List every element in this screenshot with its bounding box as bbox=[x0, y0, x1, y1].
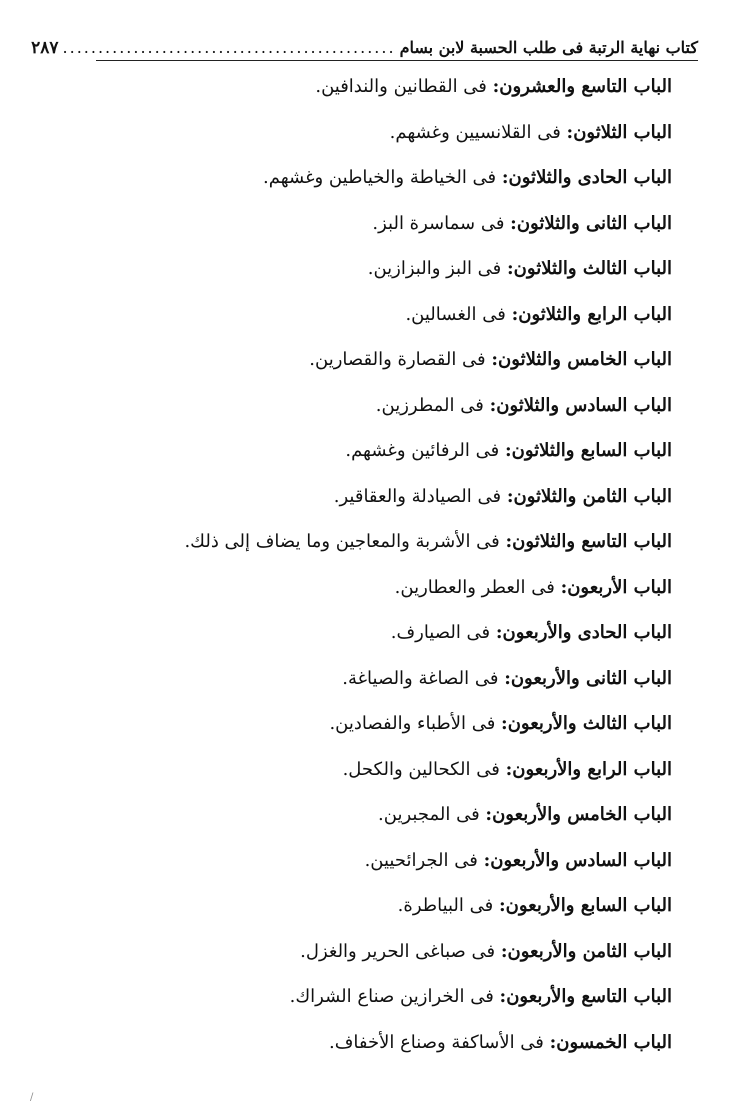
chapter-description: فى الصيادلة والعقاقير. bbox=[333, 485, 502, 507]
chapter-title: الباب السابع والأربعون: bbox=[498, 895, 672, 916]
chapter-title: الباب التاسع والعشرون: bbox=[492, 76, 672, 97]
chapter-title: الباب الثالث والثلاثون: bbox=[507, 258, 672, 279]
chapter-title: الباب الخمسون: bbox=[549, 1031, 672, 1053]
chapter-entry bbox=[72, 610, 672, 656]
chapter-title: الباب الثامن والثلاثون: bbox=[506, 485, 672, 507]
chapter-entry bbox=[72, 883, 672, 929]
chapter-entry bbox=[72, 1020, 672, 1066]
chapter-description: فى الرفائين وغشهم. bbox=[345, 440, 500, 461]
chapter-entry bbox=[72, 383, 672, 429]
chapter-title: الباب الرابع والأربعون: bbox=[505, 758, 672, 780]
chapter-title: الباب الثانى والثلاثون: bbox=[510, 212, 672, 234]
chapter-description: فى الخياطة والخياطين وغشهم. bbox=[263, 167, 497, 188]
chapter-description: فى المطرزين. bbox=[375, 394, 484, 416]
chapter-description: فى الغسالين. bbox=[405, 303, 506, 325]
chapter-title: الباب التاسع والثلاثون: bbox=[505, 531, 672, 552]
chapter-title: الباب السادس والثلاثون: bbox=[489, 394, 672, 416]
chapter-entry bbox=[72, 565, 672, 611]
chapter-title: الباب الثالث والأربعون: bbox=[501, 713, 672, 734]
chapter-entry bbox=[72, 64, 672, 110]
chapter-title: الباب الحادى والأربعون: bbox=[495, 622, 672, 643]
header-leader-dots: ............................................... bbox=[62, 38, 396, 57]
chapter-title: الباب السابع والثلاثون: bbox=[504, 440, 672, 461]
chapter-entry bbox=[72, 701, 672, 747]
chapter-title: الباب الخامس والأربعون: bbox=[485, 804, 672, 825]
chapter-description: فى القصارة والقصارين. bbox=[309, 349, 486, 370]
chapter-description: فى القلانسيين وغشهم. bbox=[389, 121, 561, 143]
chapter-entry bbox=[72, 428, 672, 474]
chapter-entry bbox=[72, 519, 672, 565]
chapter-title: الباب الثانى والأربعون: bbox=[504, 667, 672, 689]
chapter-entry bbox=[72, 246, 672, 292]
chapter-title: الباب الحادى والثلاثون: bbox=[501, 167, 672, 188]
chapter-description: فى الصيارف. bbox=[390, 622, 491, 643]
chapter-description: فى سماسرة البز. bbox=[372, 212, 505, 234]
chapter-description: فى القطانين والندافين. bbox=[315, 76, 487, 97]
chapter-entry bbox=[72, 110, 672, 156]
chapter-description: فى الجرائحيين. bbox=[364, 849, 478, 871]
running-header bbox=[31, 34, 698, 61]
chapter-entry bbox=[72, 747, 672, 793]
corner-mark: / bbox=[30, 1092, 34, 1103]
chapter-description: فى الأساكفة وصناع الأخفاف. bbox=[328, 1031, 544, 1053]
chapter-entry bbox=[72, 929, 672, 975]
chapter-description: فى العطر والعطارين. bbox=[394, 576, 555, 598]
chapter-description: فى الصاغة والصياغة. bbox=[342, 667, 499, 689]
chapter-title: الباب السادس والأربعون: bbox=[483, 849, 672, 871]
chapter-title: الباب الرابع والثلاثون: bbox=[511, 303, 672, 325]
chapter-description: فى الأشربة والمعاجين وما يضاف إلى ذلك. bbox=[184, 531, 500, 552]
chapter-entry bbox=[72, 792, 672, 838]
chapter-entry bbox=[72, 838, 672, 884]
chapter-entry bbox=[72, 656, 672, 702]
chapter-entry bbox=[72, 474, 672, 520]
chapter-entry bbox=[72, 292, 672, 338]
chapter-title: الباب التاسع والأربعون: bbox=[499, 986, 672, 1007]
header-title: كتاب نهاية الرتبة فى طلب الحسبة لابن بسام bbox=[399, 38, 698, 57]
chapter-entry bbox=[72, 974, 672, 1020]
chapter-list bbox=[72, 64, 672, 1065]
chapter-description: فى الأطباء والفصادين. bbox=[329, 713, 496, 734]
page-number: ٢٨٧ bbox=[31, 38, 59, 58]
chapter-description: فى المجبرين. bbox=[378, 804, 480, 825]
chapter-description: فى البياطرة. bbox=[397, 895, 494, 916]
chapter-description: فى الخرازين صناع الشراك. bbox=[289, 986, 494, 1007]
chapter-description: فى صباغى الحرير والغزل. bbox=[300, 940, 496, 962]
chapter-description: فى الكحالين والكحل. bbox=[342, 758, 500, 780]
chapter-entry bbox=[72, 337, 672, 383]
chapter-title: الباب الأربعون: bbox=[560, 576, 672, 598]
chapter-title: الباب الثامن والأربعون: bbox=[500, 940, 672, 962]
chapter-entry bbox=[72, 201, 672, 247]
chapter-entry bbox=[72, 155, 672, 201]
chapter-title: الباب الخامس والثلاثون: bbox=[491, 349, 672, 370]
chapter-description: فى البز والبزازين. bbox=[367, 258, 502, 279]
chapter-title: الباب الثلاثون: bbox=[566, 121, 672, 143]
